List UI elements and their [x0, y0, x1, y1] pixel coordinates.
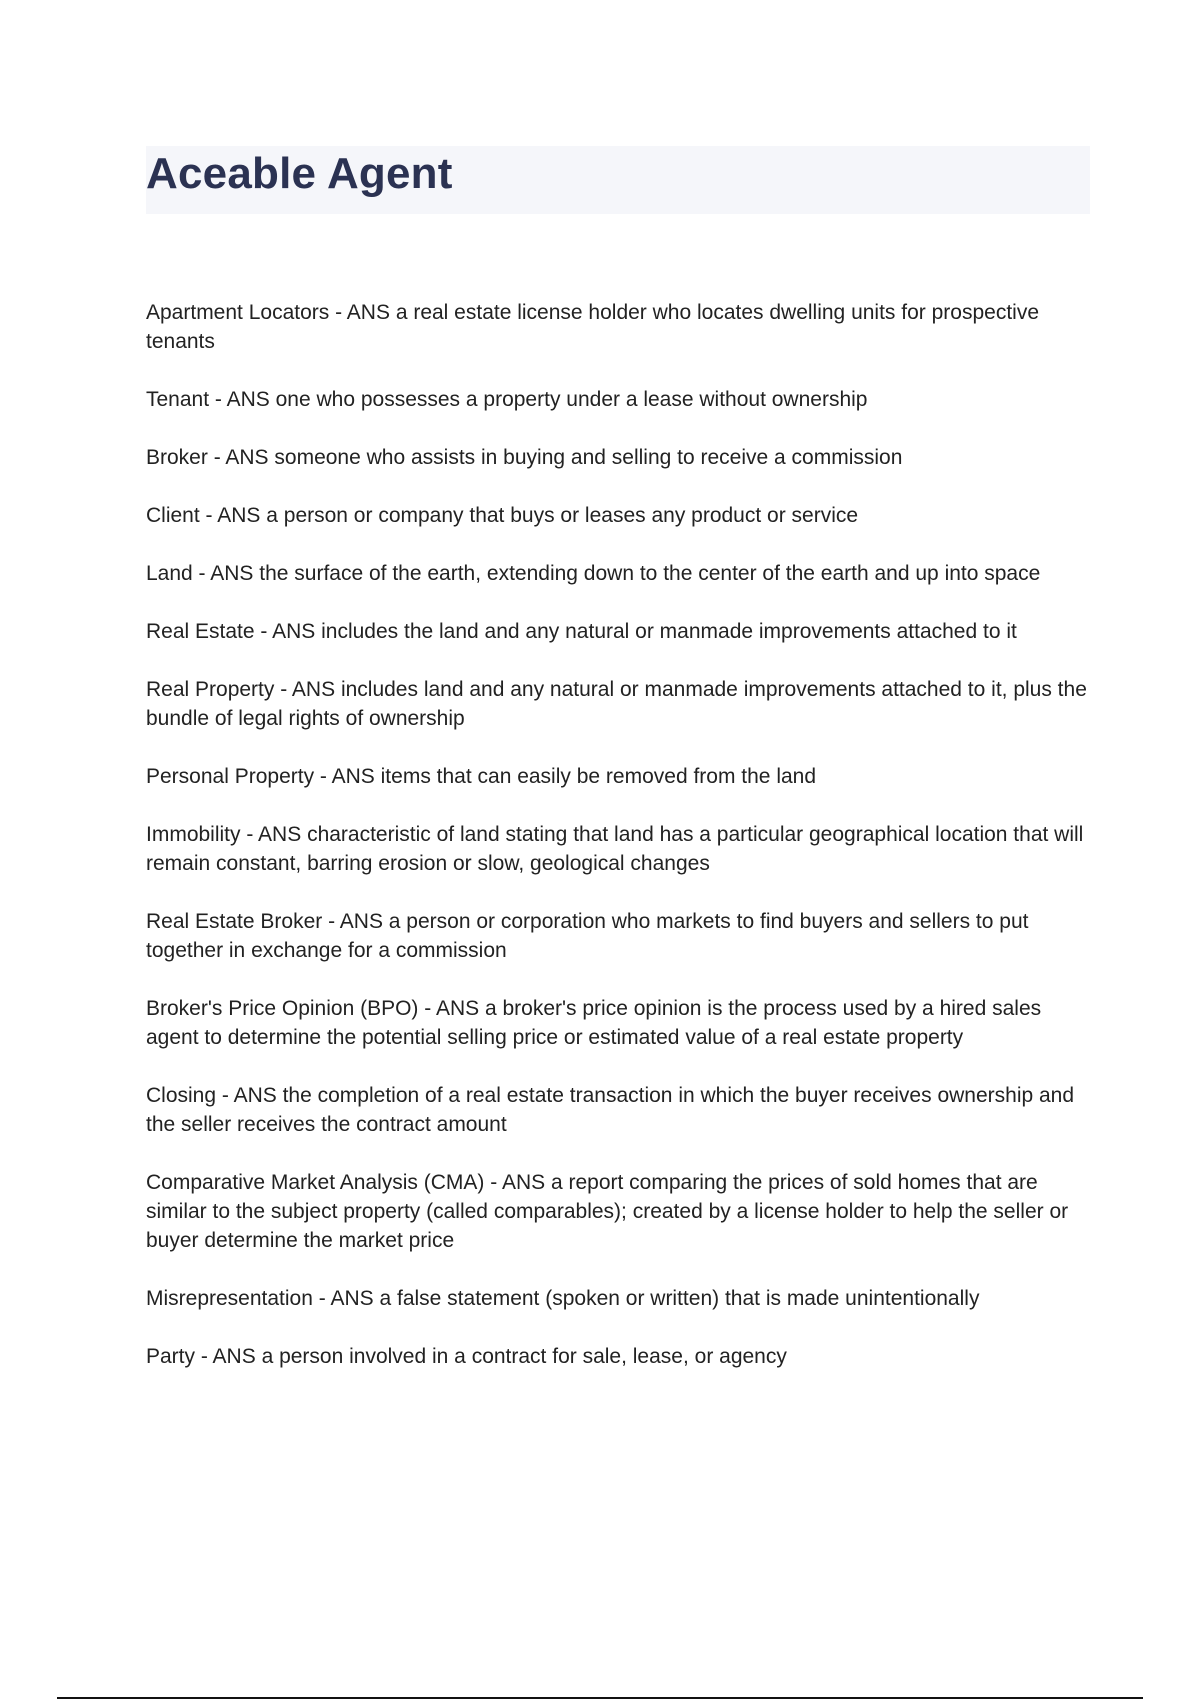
entry-term: Personal Property [146, 765, 315, 788]
glossary-entry: Tenant - ANS one who possesses a property under a lease without ownership [146, 388, 868, 411]
entry-definition: includes land and any natural or manmade improvements attached to it, plus the bundle of legal rights of ownership [146, 678, 1093, 730]
entry-term: Broker's Price Opinion (BPO) [146, 997, 419, 1020]
ans-label: ANS [291, 678, 336, 701]
ans-label: ANS [233, 1084, 277, 1107]
ans-label: ANS [217, 504, 261, 527]
entry-definition: a person involved in a contract for sale, lease, or agency [261, 1345, 787, 1368]
entry-definition: a person or company that buys or leases any product or service [266, 504, 859, 527]
entry-definition: one who possesses a property under a lease without ownership [275, 388, 868, 411]
entry-definition: a person or corporation who markets to find buyers and sellers to put together in exchange for a commission [146, 910, 1035, 962]
entry-term: Land [146, 562, 193, 585]
entry-term: Real Estate [146, 620, 255, 643]
ans-label: ANS [330, 1287, 374, 1310]
ans-label: ANS [258, 823, 302, 846]
entry-term: Immobility [146, 823, 241, 846]
entry-definition: a real estate license holder who locates dwelling units for prospective tenants [146, 301, 1045, 353]
glossary-entry: Real Estate Broker - ANS a person or corporation who markets to find buyers and sellers to put together in exchange for a commission [146, 910, 1035, 962]
glossary-entry: Misrepresentation - ANS a false statement (spoken or written) that is made unintentionally [146, 1287, 980, 1310]
entry-definition: the completion of a real estate transaction in which the buyer receives ownership and the seller receives the contract amount [146, 1084, 1080, 1136]
glossary-entry: Party - ANS a person involved in a contract for sale, lease, or agency [146, 1345, 787, 1368]
glossary-entry: Personal Property - ANS items that can easily be removed from the land [146, 765, 817, 788]
ans-label: ANS [225, 446, 269, 469]
entry-term: Misrepresentation [146, 1287, 313, 1310]
ans-label: ANS [212, 1345, 256, 1368]
glossary-entry: Client - ANS a person or company that buys or leases any product or service [146, 504, 859, 527]
glossary-entry: Real Estate - ANS includes the land and any natural or manmade improvements attached to it [146, 620, 1017, 643]
ans-label: ANS [339, 910, 383, 933]
entry-term: Broker [146, 446, 208, 469]
ans-label: ANS [331, 765, 375, 788]
ans-label: ANS [346, 301, 390, 324]
entry-term: Comparative Market Analysis (CMA) [146, 1171, 485, 1194]
entry-definition: characteristic of land stating that land has a particular geographical location that will remain constant, barring erosion or slow, geological changes [146, 823, 1090, 875]
entry-term: Tenant [146, 388, 210, 411]
entry-term: Closing [146, 1084, 217, 1107]
glossary-entry: Broker - ANS someone who assists in buying and selling to receive a commission [146, 446, 903, 469]
glossary-entry: Land - ANS the surface of the earth, extending down to the center of the earth and up into space [146, 562, 1041, 585]
ans-label: ANS [435, 997, 480, 1020]
ans-label: ANS [226, 388, 270, 411]
glossary-entry: Immobility - ANS characteristic of land stating that land has a particular geographical location that will remain constant, barring erosion or slow, geological changes [146, 823, 1090, 875]
title-banner [146, 146, 1090, 214]
glossary-entry: Apartment Locators - ANS a real estate license holder who locates dwelling units for prospective tenants [146, 301, 1045, 353]
entry-term: Party [146, 1345, 196, 1368]
glossary-list [146, 298, 1093, 1400]
glossary-entry: Broker's Price Opinion (BPO) - ANS a broker's price opinion is the process used by a hired sales agent to determine the potential selling price or estimated value of a real estate property [146, 997, 1047, 1049]
entry-definition: includes the land and any natural or manmade improvements attached to it [321, 620, 1017, 643]
entry-definition: items that can easily be removed from the land [380, 765, 817, 788]
ans-label: ANS [272, 620, 316, 643]
entry-term: Real Estate Broker [146, 910, 323, 933]
page-title: Aceable Agent [146, 149, 453, 198]
entry-definition: the surface of the earth, extending down to the center of the earth and up into space [259, 562, 1041, 585]
entry-term: Apartment Locators [146, 301, 330, 324]
entry-term: Client [146, 504, 200, 527]
entry-term: Real Property [146, 678, 275, 701]
glossary-entry: Closing - ANS the completion of a real estate transaction in which the buyer receives ownership and the seller receives the contract amount [146, 1084, 1080, 1136]
entry-definition: someone who assists in buying and selling to receive a commission [274, 446, 903, 469]
glossary-entry: Comparative Market Analysis (CMA) - ANS a report comparing the prices of sold homes that are similar to the subject property (called comparables); created by a license holder to help the seller or buyer determine the market price [146, 1171, 1074, 1252]
glossary-entry: Real Property - ANS includes land and any natural or manmade improvements attached to it, plus the bundle of legal rights of ownership [146, 678, 1093, 730]
entry-definition: a report comparing the prices of sold homes that are similar to the subject property (called comparables); created by a license holder to help the seller or buyer determine the market price [146, 1171, 1074, 1252]
ans-label: ANS [501, 1171, 546, 1194]
entry-definition: a false statement (spoken or written) that is made unintentionally [379, 1287, 980, 1310]
entry-definition: a broker's price opinion is the process used by a hired sales agent to determine the potential selling price or estimated value of a real estate property [146, 997, 1047, 1049]
ans-label: ANS [210, 562, 254, 585]
footer-divider [57, 1697, 1143, 1699]
